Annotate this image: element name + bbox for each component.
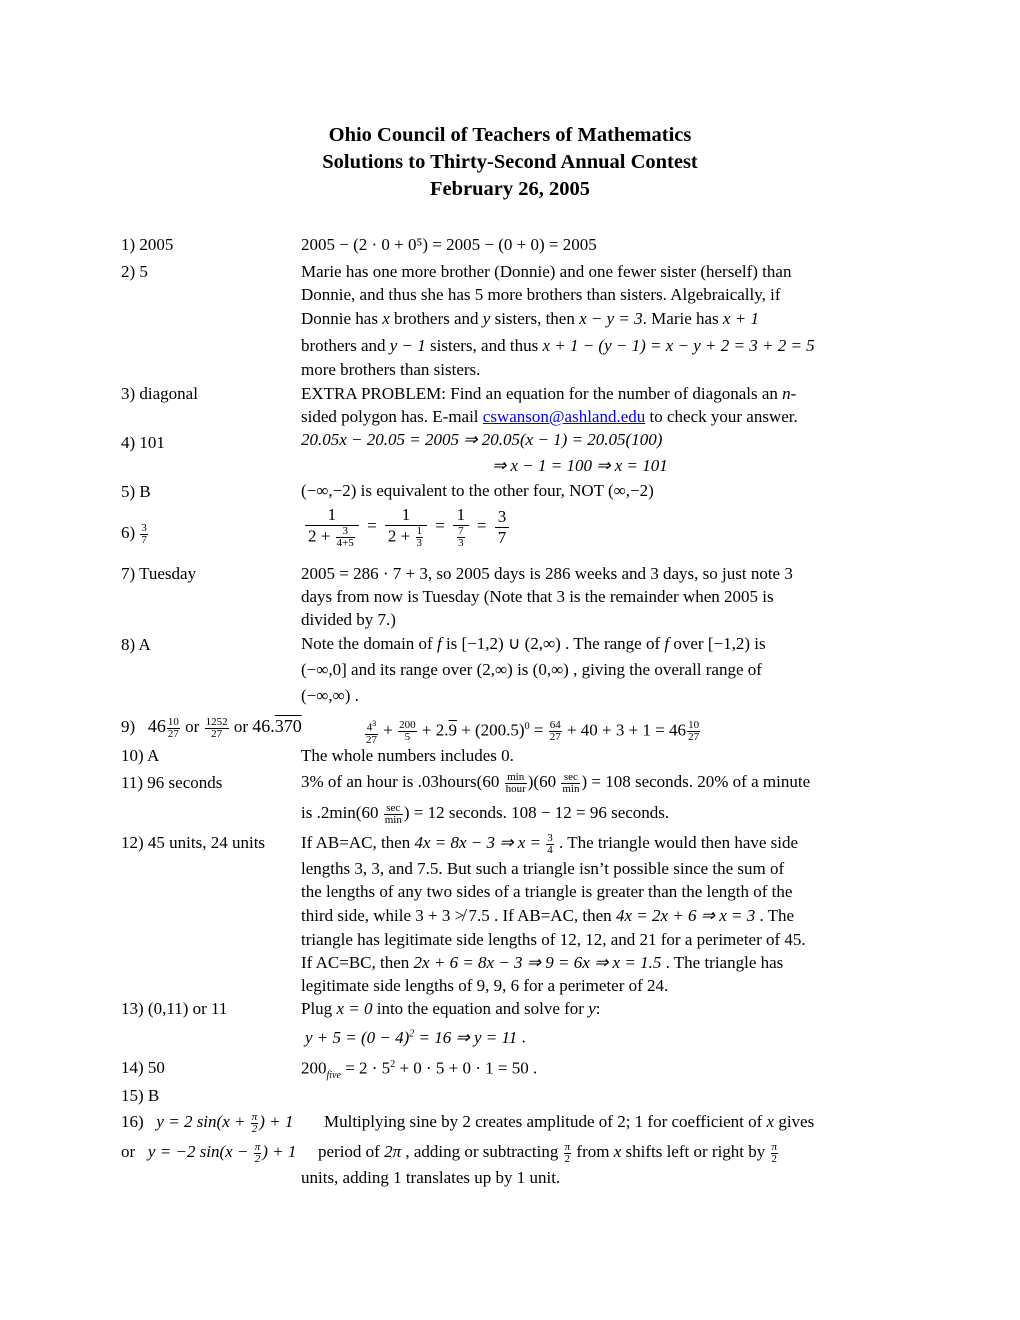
text: Note the domain of [301, 634, 437, 653]
denominator: 27 [211, 727, 223, 740]
text: sisters, then [490, 309, 580, 328]
term: 2 + [387, 526, 415, 546]
text: . [517, 1027, 526, 1047]
expression [417, 770, 631, 795]
text: . Marie has [642, 309, 723, 328]
denominator: 2 [771, 1152, 778, 1165]
decimal-part: 46. [252, 716, 275, 736]
solution-8-line1 [301, 632, 766, 655]
whole: 46 [147, 716, 166, 736]
fraction [495, 507, 510, 548]
text: sided polygon has. E-mail [301, 407, 483, 426]
term: y + 5 = (0 − 4) [305, 1027, 410, 1047]
numerator: sec [561, 772, 580, 784]
solution-2-line5: more brothers than sisters. [301, 360, 481, 379]
term: = 2 · 5 [340, 1058, 391, 1078]
fraction [167, 717, 180, 740]
solution-2-line3 [301, 307, 759, 330]
answer-6 [121, 521, 149, 546]
equals: = [529, 720, 548, 740]
plus: + [417, 720, 436, 740]
interval: (2,∞) [476, 660, 513, 679]
term: + 0 · 5 + 0 · 1 = 50 [395, 1058, 529, 1078]
solution-16-line3: units, adding 1 translates up by 1 unit. [301, 1168, 561, 1187]
solution-6 [301, 505, 513, 549]
expression: y − 1 [389, 336, 426, 355]
text: is [301, 803, 317, 822]
solution-16-line2 [318, 1140, 779, 1165]
solution-1: 2005 − (2 · 0 + 0⁵) = 2005 − (0 + 0) = 2005 [301, 235, 597, 254]
equation: 108 − 12 = 96 [511, 803, 607, 822]
fraction [205, 717, 229, 740]
text: into the equation and solve for [372, 999, 589, 1018]
numerator: 3 [141, 521, 147, 534]
text: . The range of [560, 634, 665, 653]
equation: 4x = 2x + 6 ⇒ x = 3 [615, 906, 756, 925]
header-org: Ohio Council of Teachers of Mathematics [328, 124, 692, 146]
solution-2-line2: Donnie, and thus she has 5 more brothers than sisters. Algebraically, if [301, 285, 781, 304]
fraction [305, 505, 359, 549]
solution-4-line1 [301, 428, 662, 451]
denominator: 2 [564, 1152, 571, 1165]
answer-13: 13) (0,11) or 11 [121, 999, 228, 1018]
numerator: 3 [547, 831, 553, 844]
numerator [365, 718, 378, 735]
text: over [669, 634, 708, 653]
denominator: 3 [458, 537, 464, 549]
repeating-digit: 9 [448, 720, 457, 740]
answer-2: 2) 5 [121, 262, 148, 281]
numerator: 7 [458, 525, 464, 537]
text: . [528, 1058, 538, 1078]
term: ) = 108 [581, 772, 631, 791]
solution-2-line4 [301, 334, 815, 357]
var-x: x [382, 309, 390, 328]
text: is [750, 634, 766, 653]
numerator: 1 [416, 525, 422, 537]
label: 6) [121, 523, 136, 542]
solution-8-line3: (−∞,∞) . [301, 686, 359, 705]
solution-12-line1 [301, 831, 798, 856]
denominator [385, 526, 427, 549]
solution-13-line2 [305, 1022, 526, 1049]
number: 200 [301, 1058, 327, 1078]
solution-7-line3: divided by 7.) [301, 610, 396, 629]
var-y: y [482, 309, 491, 328]
fraction [336, 526, 355, 549]
numerator-stack [365, 718, 378, 746]
answer-16-line2 [121, 1140, 296, 1165]
equation: 2x + 6 = 8x − 3 ⇒ 9 = 6x ⇒ x = 1.5 [413, 953, 662, 972]
text: seconds. [444, 803, 512, 822]
answer-12: 12) 45 units, 24 units [121, 833, 266, 852]
numerator: 200 [399, 719, 416, 732]
solution-11-line2 [301, 801, 669, 826]
text: is equivalent to the other four, NOT [356, 481, 608, 500]
denominator: 4 [547, 843, 553, 856]
fraction [546, 833, 554, 856]
contest-header [0, 122, 1020, 203]
text: : [595, 999, 601, 1018]
denominator [305, 526, 359, 549]
text: is [441, 634, 462, 653]
interval: (−∞,−2) [301, 481, 357, 500]
text: If AC=BC, then [301, 953, 414, 972]
term: y = 2 sin(x + [156, 1112, 250, 1131]
solution-13-line1 [301, 997, 601, 1020]
var-f: f [436, 634, 442, 653]
exponent: 2 [390, 1059, 396, 1070]
text: If AB=AC, then [301, 833, 415, 852]
numerator: π [251, 1110, 258, 1123]
var-x: x [766, 1112, 775, 1131]
interval: (−∞,0] [301, 660, 347, 679]
equation [156, 1110, 294, 1135]
answer-11: 11) 96 seconds [121, 773, 223, 792]
solution-9 [364, 715, 701, 746]
text: , adding or subtracting [401, 1142, 563, 1161]
denominator: 27 [688, 731, 700, 744]
text: - [790, 384, 797, 403]
denominator: 2 [251, 1122, 258, 1135]
answer-8: 8) A [121, 635, 151, 654]
text: . The triangle would then have side [554, 833, 799, 852]
plus: + [379, 720, 398, 740]
denominator: 4+5 [336, 537, 354, 549]
numerator: 1 [453, 505, 469, 526]
solution-11-line1 [301, 770, 810, 795]
label: 9) [121, 717, 136, 736]
equation: x − y = 3 [579, 309, 643, 328]
denominator: 7 [497, 527, 507, 547]
interval: [−1,2) ∪ (2,∞) [461, 634, 561, 653]
answer-10: 10) A [121, 746, 160, 765]
var-y: y [588, 999, 596, 1018]
fraction [453, 505, 469, 549]
unit-fraction [505, 772, 527, 795]
equation: x + 1 − (y − 1) = x − y + 2 = 3 + 2 = 5 [542, 336, 815, 355]
text: EXTRA PROBLEM: Find an equation for the number of diagonals an [301, 384, 783, 403]
expression: x + 1 [722, 309, 759, 328]
numerator: π [254, 1140, 261, 1153]
text: 3% of an hour is [301, 772, 418, 791]
equation: 20.05x − 20.05 = 2005 ⇒ 20.05(x − 1) = 20.05(100) [301, 430, 663, 449]
numerator: 1 [305, 505, 359, 526]
text: brothers and [389, 309, 483, 328]
solution-3-line2 [301, 405, 798, 428]
solution-12-line3: the lengths of any two sides of a triangle is greater than the length of the [301, 882, 793, 901]
term: )(60 [527, 772, 561, 791]
fraction [140, 523, 148, 546]
term: ) + 1 [262, 1142, 297, 1161]
text: and its range over [346, 660, 477, 679]
numerator: 3 [336, 526, 355, 538]
term: ) + 1 [259, 1112, 294, 1131]
numerator: 1252 [205, 715, 228, 728]
header-date: February 26, 2005 [430, 178, 590, 200]
text: Multiplying sine by 2 creates amplitude of 2; 1 for coefficient of [324, 1112, 767, 1131]
interval: [−1,2) [707, 634, 751, 653]
solution-12-line2: lengths 3, 3, and 7.5. But such a triangle isn’t possible since the sum of [301, 859, 785, 878]
numerator: π [564, 1140, 571, 1153]
denominator: 27 [167, 727, 179, 740]
exponent: 3 [372, 718, 377, 728]
text: or [180, 717, 204, 736]
solution-10: The whole numbers includes 0. [301, 746, 514, 765]
answer-3: 3) diagonal [121, 384, 198, 403]
interval: (∞,−2) [607, 481, 654, 500]
solution-2-line1: Marie has one more brother (Donnie) and one fewer sister (herself) than [301, 262, 792, 281]
denominator: 5 [404, 731, 411, 744]
solution-12-line4 [301, 904, 794, 927]
text: . If AB=AC, then [489, 906, 616, 925]
unit-fraction [384, 803, 403, 826]
equation [147, 1140, 297, 1165]
interval: (0,∞) [532, 660, 569, 679]
text: . The triangle has [661, 953, 784, 972]
solution-3-line1 [301, 382, 796, 405]
term: y = −2 sin(x − [147, 1142, 253, 1161]
denominator [453, 526, 469, 549]
solution-5 [301, 479, 654, 502]
solution-12-line6 [301, 951, 783, 974]
equation: 4x = 8x − 3 ⇒ x = [414, 833, 546, 852]
equals: = [435, 515, 445, 535]
text: or [229, 717, 253, 736]
term: ) = 12 [403, 803, 445, 822]
solution-14 [301, 1053, 537, 1087]
equation: x = 0 [336, 999, 373, 1018]
equation: 2005 = 286 · 7 + 3 [301, 564, 428, 583]
equals: = [476, 515, 487, 535]
answer-16-line1 [121, 1110, 293, 1135]
numerator: sec [384, 803, 403, 815]
var-f: f [664, 634, 670, 653]
numerator: π [771, 1140, 778, 1153]
numerator: 10 [167, 715, 179, 728]
decimal-part: 2. [435, 720, 449, 740]
term: = 16 ⇒ y = 11 [414, 1027, 518, 1047]
fraction [549, 720, 562, 743]
text: sisters, and thus [425, 336, 543, 355]
answer-15: 15) B [121, 1086, 160, 1105]
text: , giving the overall range of [568, 660, 762, 679]
text: shifts left or right by [621, 1142, 770, 1161]
solution-16-line1 [324, 1110, 814, 1133]
term: .2min(60 [316, 803, 383, 822]
fraction [385, 505, 427, 549]
denominator: 27 [366, 733, 377, 746]
solution-12-line7: legitimate side lengths of 9, 9, 6 for a perimeter of 24. [301, 976, 669, 995]
text: period of [318, 1142, 385, 1161]
denominator: min [384, 813, 402, 826]
term: 2 + [308, 526, 335, 546]
solution-7-line1 [301, 562, 793, 585]
decimal [252, 716, 302, 736]
solution-7-line2: days from now is Tuesday (Note that 3 is the remainder when 2005 is [301, 587, 774, 606]
text: to check your answer. [645, 407, 798, 426]
text: brothers and [301, 336, 390, 355]
denominator: 2 [254, 1152, 261, 1165]
var-n: n [782, 384, 791, 403]
numerator: min [505, 772, 527, 784]
term: .03hours(60 [417, 772, 504, 791]
fraction [564, 1142, 572, 1165]
term: + 40 + 3 + 1 = 46 [562, 720, 687, 740]
answer-7: 7) Tuesday [121, 564, 197, 583]
inequality: 3 + 3 ≯ 7.5 [415, 906, 490, 925]
text: is [512, 660, 533, 679]
text: seconds. [606, 803, 670, 822]
repeating-digits: 370 [274, 716, 302, 736]
denominator: 27 [549, 731, 561, 744]
text: from [572, 1142, 614, 1161]
fraction [251, 1112, 259, 1135]
answer-14: 14) 50 [121, 1058, 165, 1077]
answer-9 [121, 715, 302, 740]
fraction [771, 1142, 779, 1165]
equation: ⇒ x − 1 = 100 ⇒ x = 101 [492, 456, 668, 475]
email-link[interactable]: cswanson@ashland.edu [482, 407, 646, 426]
numerator: 64 [549, 719, 561, 732]
text: or [121, 1142, 136, 1161]
unit-fraction [561, 772, 580, 795]
exponent: 0 [524, 721, 530, 732]
fraction [416, 526, 424, 549]
answer-1: 1) 2005 [121, 235, 174, 254]
solution-8-line2 [301, 658, 762, 681]
label: 16) [121, 1112, 144, 1131]
fraction [457, 526, 465, 549]
text: Plug [301, 999, 337, 1018]
fraction [687, 720, 700, 743]
equation [305, 1028, 517, 1047]
term: + (200.5) [456, 720, 525, 740]
base: 4 [366, 721, 373, 734]
text: third side, while [301, 906, 416, 925]
equals: = [367, 515, 377, 535]
base-subscript: five [326, 1070, 341, 1082]
numerator: 3 [495, 507, 510, 528]
fraction [398, 720, 417, 743]
expression: 2π [384, 1142, 402, 1161]
var-x: x [613, 1142, 622, 1161]
answer-5: 5) B [121, 482, 151, 501]
header-title: Solutions to Thirty-Second Annual Contest [322, 151, 698, 173]
text: seconds. 20% of a minute [630, 772, 811, 791]
numerator: 1 [385, 505, 427, 526]
denominator: hour [505, 782, 526, 795]
solution-4-line2 [492, 454, 668, 477]
text: , so 2005 days is 286 weeks and 3 days, so just note 3 [427, 564, 793, 583]
text: Donnie has [301, 309, 383, 328]
decimal [436, 721, 457, 740]
denominator: min [562, 782, 580, 795]
exponent: 2 [409, 1028, 415, 1039]
fraction [254, 1142, 262, 1165]
answer-4: 4) 101 [121, 433, 165, 452]
denominator: 7 [141, 533, 147, 546]
denominator: 3 [416, 537, 422, 549]
solution-12-line5: triangle has legitimate side lengths of 12, 12, and 21 for a perimeter of 45. [301, 930, 806, 949]
text: . The [755, 906, 795, 925]
numerator: 10 [688, 719, 700, 732]
text: gives [774, 1112, 815, 1131]
